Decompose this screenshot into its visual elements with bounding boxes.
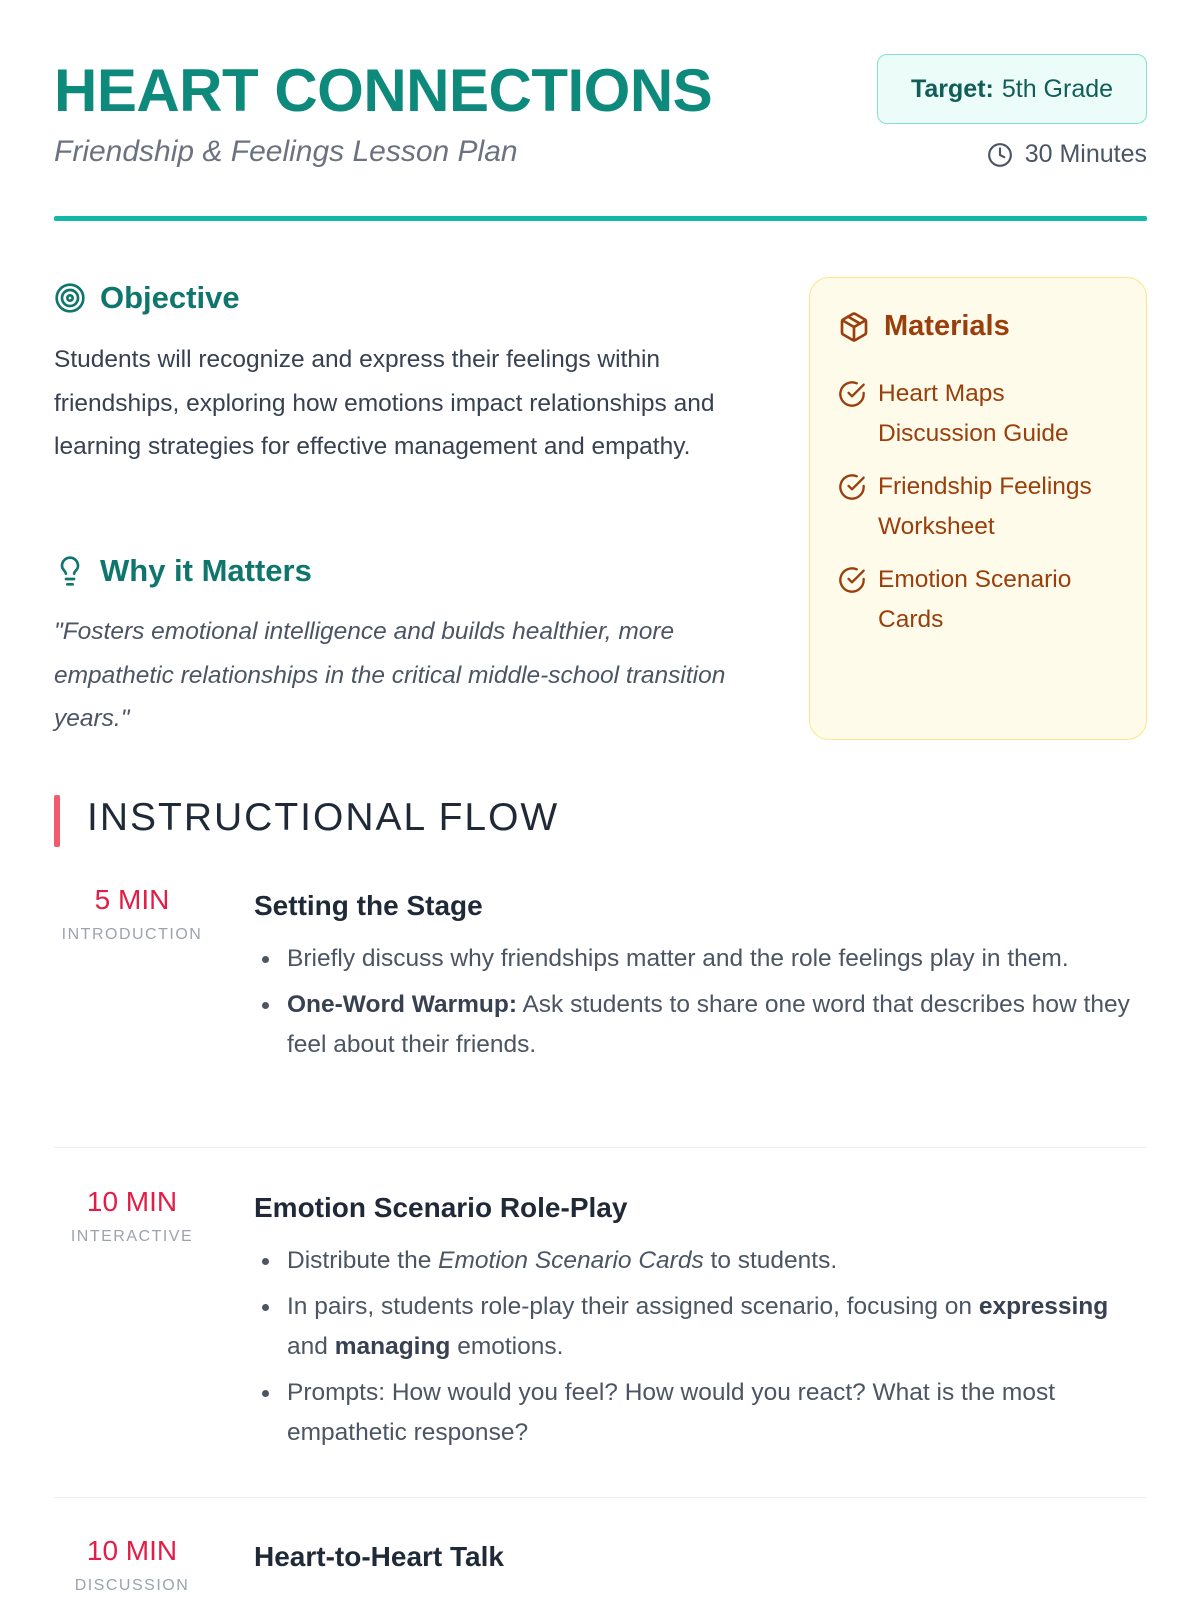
material-item-label: Heart Maps Discussion Guide [878, 380, 1069, 447]
step-time: 10 MIN [86, 1186, 178, 1217]
lesson-plan-page [54, 0, 1147, 1600]
step-title: Emotion Scenario Role-Play [254, 1192, 628, 1223]
step-bullet [254, 985, 1147, 1065]
why-heading-text: Why it Matters [100, 553, 312, 588]
bullet-text: and [287, 1333, 335, 1360]
page-subtitle: Friendship & Feelings Lesson Plan [54, 135, 518, 168]
bullet-text: Distribute the [287, 1247, 439, 1274]
step-divider [54, 1497, 1147, 1498]
step-phase: DISCUSSION [74, 1577, 190, 1594]
duration [987, 140, 1147, 169]
clock-icon [987, 142, 1013, 168]
step-bullets [254, 1241, 1147, 1459]
check-circle-icon [838, 473, 866, 501]
step-phase: INTRODUCTION [61, 926, 203, 943]
objective-heading [54, 280, 240, 316]
step-title: Heart-to-Heart Talk [254, 1541, 504, 1572]
bullet-text: to students. [703, 1247, 838, 1274]
flow-heading: INSTRUCTIONAL FLOW [87, 796, 560, 839]
material-item-label: Friendship Feelings Worksheet [878, 473, 1092, 540]
step-bullet [254, 1287, 1147, 1367]
objective-heading-text: Objective [100, 280, 240, 315]
check-circle-icon [838, 380, 866, 408]
flow-accent-bar [54, 795, 60, 847]
step-phase: INTERACTIVE [70, 1228, 194, 1245]
material-item [838, 467, 1128, 547]
bullet-text: In pairs, students role-play their assigned scenario, focusing on [287, 1293, 979, 1320]
step-bullet [254, 1373, 1147, 1453]
bullet-italic-text: Emotion Scenario Cards [438, 1247, 704, 1274]
step-title: Setting the Stage [254, 890, 483, 921]
step-bullet [254, 1241, 1147, 1281]
step-bullets [254, 939, 1147, 1071]
bullet-text: emotions. [450, 1333, 564, 1360]
materials-heading-text: Materials [884, 310, 1010, 342]
materials-heading [838, 310, 1010, 343]
target-grade-badge [877, 54, 1147, 124]
bullet-text: Briefly discuss why friendships matter and the role feelings play in them. [287, 945, 1069, 972]
check-circle-icon [838, 566, 866, 594]
header-divider [54, 216, 1147, 221]
material-item [838, 560, 1128, 640]
page-title: HEART CONNECTIONS [54, 57, 713, 124]
step-time: 10 MIN [86, 1535, 178, 1566]
objective-text: Students will recognize and express their feelings within friendships, exploring how emotions impact relationships and learning strategies for effective management and empathy. [54, 346, 715, 460]
bullet-text: Ask students to share one word that describes how they feel about their friends. [287, 991, 1130, 1058]
why-quote: "Fosters emotional intelligence and builds healthier, more empathetic relationships in the critical middle-school transition years." [54, 618, 726, 732]
step-divider [54, 1147, 1147, 1148]
material-item-label: Emotion Scenario Cards [878, 566, 1072, 633]
why-heading [54, 553, 312, 589]
duration-text: 30 Minutes [1024, 140, 1147, 168]
header [54, 0, 1147, 230]
lightbulb-icon [54, 555, 86, 587]
materials-card [809, 277, 1147, 740]
target-label: Target: [910, 74, 994, 103]
material-item [838, 374, 1128, 454]
target-icon [54, 282, 86, 314]
step-time: 5 MIN [94, 884, 170, 915]
materials-list [838, 374, 1128, 653]
bullet-bold-text: One-Word Warmup: [287, 991, 518, 1018]
bullet-bold-text: managing [334, 1333, 451, 1360]
bullet-text: Prompts: How would you feel? How would you react? What is the most empathetic response? [287, 1379, 1056, 1446]
step-bullet [254, 939, 1147, 979]
bullet-bold-text: expressing [978, 1293, 1109, 1320]
package-icon [838, 311, 870, 343]
target-value: 5th Grade [1001, 74, 1114, 103]
